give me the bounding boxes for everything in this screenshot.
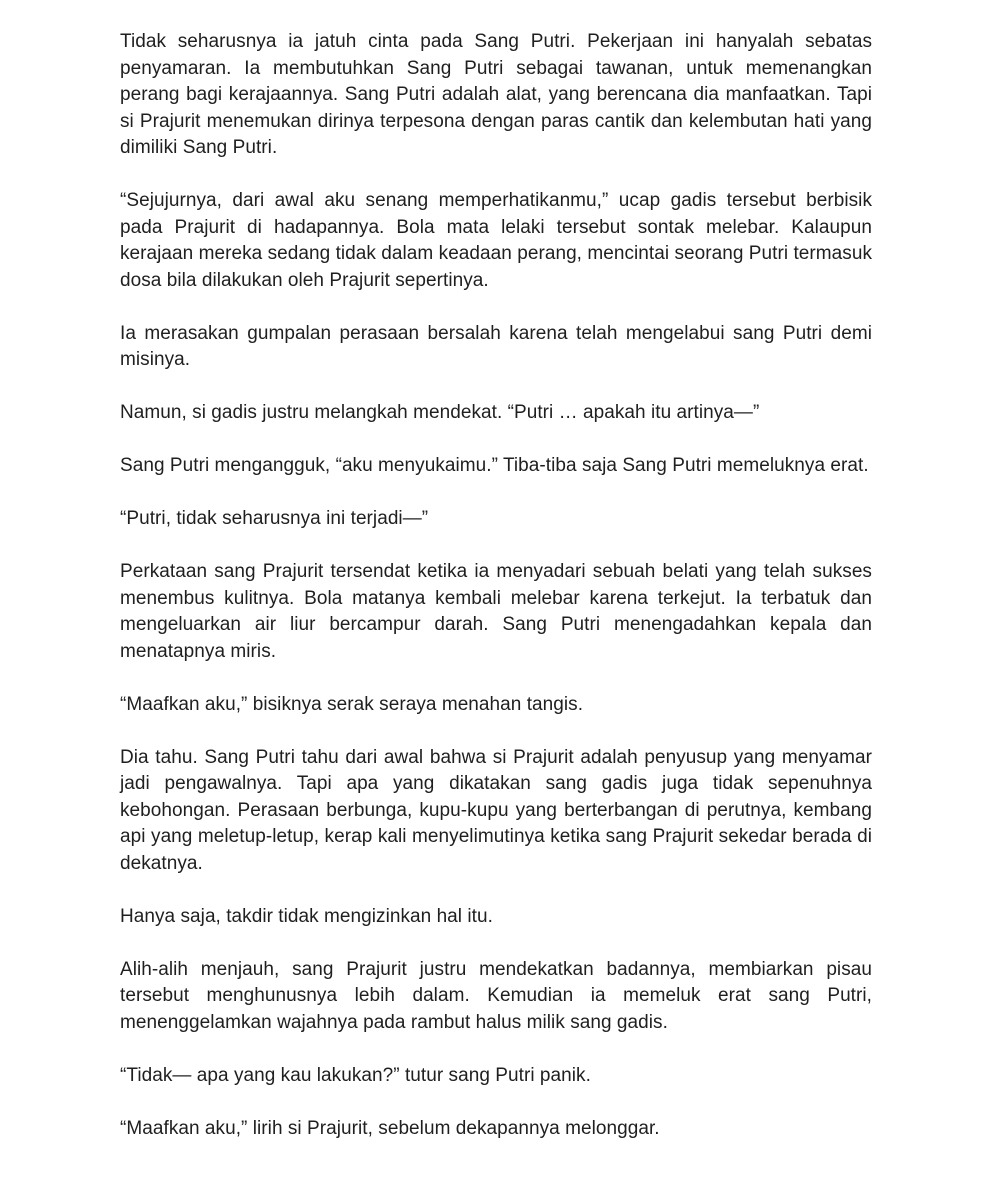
paragraph: “Tidak— apa yang kau lakukan?” tutur sang Putri panik.: [120, 1064, 591, 1086]
paragraph: Dia tahu. Sang Putri tahu dari awal bahwa si Prajurit adalah penyusup yang menyamar jadi pengawalnya. Tapi apa yang dikatakan sang gadis juga tidak sepenuhnya kebohongan. Perasaan berbunga, kupu-kupu yang berterbangan di perutnya, kembang api yang meletup-letup, kerap kali menyelimutinya ketika sang Prajurit sekedar berada di dekatnya.: [120, 746, 872, 874]
paragraph: Sang Putri mengangguk, “aku menyukaimu.” Tiba-tiba saja Sang Putri memeluknya erat.: [120, 455, 869, 476]
paragraph: “Sejujurnya, dari awal aku senang memperhatikanmu,” ucap gadis tersebut berbisik pada Prajurit di hadapannya. Bola mata lelaki tersebut sontak melebar. Kalaupun kerajaan mereka sedang tidak dalam keadaan perang, mencintai seorang Putri termasuk dosa bila dilakukan oleh Prajurit sepertinya.: [120, 190, 872, 291]
paragraph: Alih-alih menjauh, sang Prajurit justru mendekatkan badannya, membiarkan pisau tersebut menghunusnya lebih dalam. Kemudian ia memeluk erat sang Putri, menenggelamkan wajahnya pada rambut halus milik sang gadis.: [120, 958, 872, 1033]
paragraph: “Maafkan aku,” lirih si Prajurit, sebelum dekapannya melonggar.: [120, 1117, 660, 1139]
paragraph: “Maafkan aku,” bisiknya serak seraya menahan tangis.: [120, 693, 584, 715]
paragraph: Hanya saja, takdir tidak mengizinkan hal itu.: [120, 905, 493, 927]
story-text: [120, 29, 872, 1142]
paragraph: Namun, si gadis justru melangkah mendekat. “Putri … apakah itu artinya—”: [120, 402, 760, 423]
paragraph: Tidak seharusnya ia jatuh cinta pada Sang Putri. Pekerjaan ini hanyalah sebatas penyamaran. Ia membutuhkan Sang Putri sebagai tawanan, untuk memenangkan perang bagi kerajaannya. Sang Putri adalah alat, yang berencana dia manfaatkan. Tapi si Prajurit menemukan dirinya terpesona dengan paras cantik dan kelembutan hati yang dimiliki Sang Putri.: [120, 31, 872, 158]
paragraph: Perkataan sang Prajurit tersendat ketika ia menyadari sebuah belati yang telah sukses menembus kulitnya. Bola matanya kembali melebar karena terkejut. Ia terbatuk dan mengeluarkan air liur bercampur darah. Sang Putri menengadahkan kepala dan menatapnya miris.: [120, 561, 872, 662]
paragraph: Ia merasakan gumpalan perasaan bersalah karena telah mengelabui sang Putri demi misinya.: [120, 322, 872, 370]
paragraph: “Putri, tidak seharusnya ini terjadi—”: [120, 508, 429, 529]
